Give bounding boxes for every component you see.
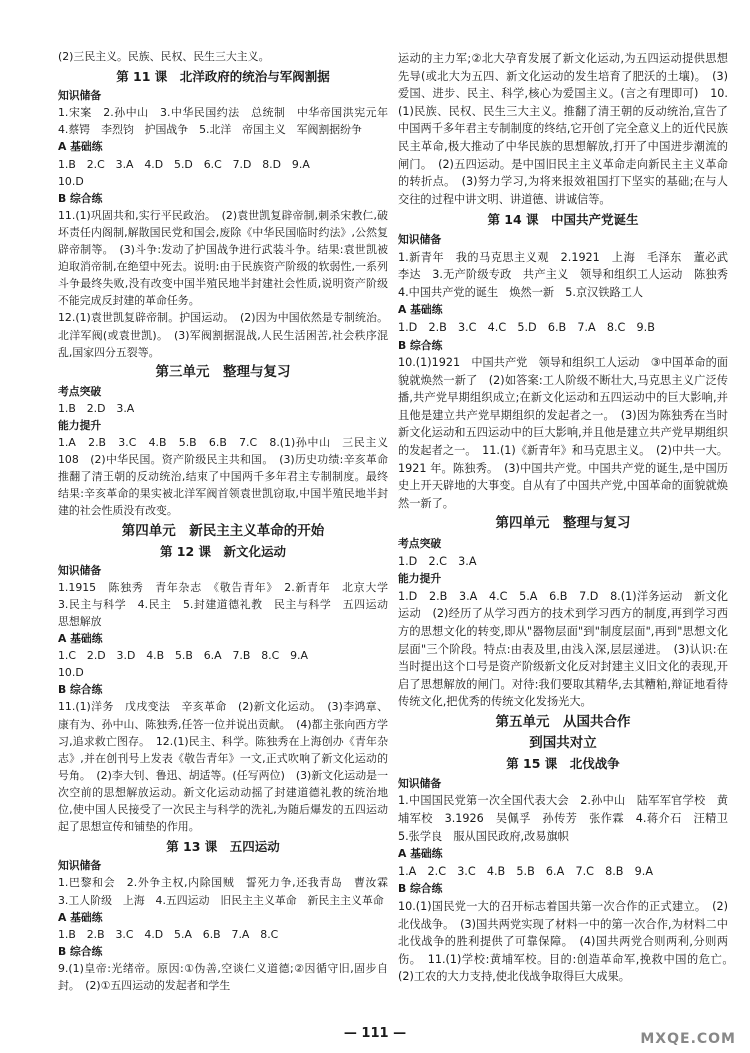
answer-text: 1.B 2.C 3.A 4.D 5.D 6.C 7.D 8.D 9.A: [58, 157, 310, 171]
answer-text: 运动的主力军;②北大孕育发展了新文化运动,为五四运动提供思想先导(或北大为五四、新文化运动的发生培育了肥沃的土壤)。 (3)爱国、进步、民主、科学,核心为爱国主义。(言之有理即可) 10.(1)民族、民权、民生三大主义。推翻了清王朝的反动统治,宣告了中国两千多年君主专制制度的终结,它开创了完全意义上的近代民族民主革命,极大推动了中华民族的思想解放,打开了中国进步潮流的闸门。 (2)五四运动。是中国旧民主主义革命走向新民主主义革命的转折点。 (3)努力学习,为将来报效祖国打下坚实的基础;在与人交往的过程中讲文明、讲道德、讲诚信等。: [398, 52, 728, 206]
answer-text: 12.(1)袁世凯复辟帝制。护国运动。 (2)因为中国依然是专制统治。北洋军阀(或袁世凯)。 (3)军阀割据混战,人民生活困苦,社会秩序混乱,国家四分五裂等。: [58, 311, 388, 359]
lesson-title: 第 13 课 五四运动: [166, 839, 280, 855]
section-label: A 基础练: [58, 140, 103, 154]
answer-text: 10.D: [58, 174, 84, 188]
section-label: 知识储备: [58, 89, 102, 103]
section-label: A 基础练: [58, 910, 103, 924]
section-label: 考点突破: [398, 537, 442, 551]
answer-text: 10.(1)国民党一大的召开标志着国共第一次合作的正式建立。 (2)北伐战争。 (3)国共两党实现了材料一中的第一次合作,为材料二中北伐战争的胜利提供了可靠保障。 (4)国共两党合则两利,分则两伤。 11.(1)学校:黄埔军校。目的:创造革命军,挽救中国的危亡。 (2)工农的大力支持,使北伐战争取得巨大成果。: [398, 899, 740, 984]
section-label: 知识储备: [398, 776, 442, 790]
section-label: 知识储备: [58, 563, 102, 577]
watermark-logo: MXQE.COM: [640, 1031, 736, 1047]
answer-text: 1.巴黎和会 2.外争主权,内除国贼 誓死力争,还我青岛 曹汝霖 3.工人阶级 上海 4.五四运动 旧民主主义革命 新民主主义革命: [58, 876, 399, 907]
answer-text: 1.新青年 我的马克思主义观 2.1921 上海 毛泽东 董必武 李达 3.无产阶级专政 共产主义 领导和组织工人运动 陈独秀 4.中国共产党的诞生 焕然一新 5.京汉铁路工人: [398, 250, 740, 299]
section-label: 考点突破: [58, 384, 102, 398]
answer-text: 1.B 2.D 3.A: [58, 401, 135, 415]
answer-text: 1.D 2.B 3.A 4.C 5.A 6.B 7.D 8.(1)洋务运动 新文化运动 (2)经历了从学习西方的技术到学习西方的制度,再到学习西方的思想文化的转变,即从"器物层面"到"制度层面",再到"思想文化层面"三个阶段。特点:由表及里,由浅入深,层层递进。 (3)认识:在当时提出这个口号是资产阶级新文化反对封建主义旧文化的表现,开启了思想解放的闸门。对待:我们要取其精华,去其糟粕,辩证地看待传统文化,把优秀的传统文化发扬光大。: [398, 589, 728, 709]
answer-text: 11.(1)洋务 戊戌变法 辛亥革命 (2)新文化运动。 (3)李鸿章、康有为、孙中山、陈独秀,任答一位并说出贡献。 (4)都主张向西方学习,追求救亡图存。 12.(1)民主、科学。陈独秀在上海创办《青年杂志》,并在创刊号上发表《敬告青年》一文,正式吹响了新文化运动的号角。 (2)李大钊、鲁迅、胡适等。(任写两位) (3)新文化运动是一次空前的思想解放运动。新文化运动动摇了封建道德礼教的统治地位,使中国人民接受了一次民主与科学的洗礼,为随后爆发的五四运动起了思想宣传和铺垫的作用。: [58, 700, 388, 834]
answer-text: (2)三民主义。民族、民权、民生三大主义。: [58, 50, 270, 63]
unit-title: 到国共对立: [529, 734, 597, 751]
answer-text: 1.中国国民党第一次全国代表大会 2.孙中山 陆军军官学校 黄埔军校 3.1926 吴佩孚 孙传芳 张作霖 4.蒋介石 汪精卫 5.张学良 服从国民政府,改易旗帜: [398, 794, 740, 843]
answer-text: 1.A 2.B 3.C 4.B 5.B 6.B 7.C 8.(1)孙中山 三民主义 108 (2)中华民国。资产阶级民主共和国。 (3)历史功绩:辛亥革命推翻了清王朝的反动统治,结束了中国两千多年君主专制制度。最终结果:辛亥革命的果实被北洋军阀首领袁世凯窃取,中国半殖民地半封建的社会性质没有改变。: [58, 436, 399, 518]
section-label: A 基础练: [58, 632, 103, 646]
answer-text: 11.(1)巩固共和,实行平民政治。 (2)袁世凯复辟帝制,刺杀宋教仁,破坏责任内阁制,解散国民党和国会,废除《中华民国临时约法》,公然复辟帝制等。 (3)斗争:发动了护国战争进行武装斗争。结果:袁世凯被迫取消帝制,在绝望中死去。说明:由于民族资产阶级的软弱性,一系列斗争最终失败,没有改变中国半殖民地半封建社会性质,说明资产阶级不能完成反封建的革命任务。: [58, 208, 388, 308]
answer-text: 1.A 2.C 3.C 4.B 5.B 6.A 7.C 8.B 9.A: [398, 864, 653, 878]
answer-text: 10.(1)1921 中国共产党 领导和组织工人运动 ③中国革命的面貌就焕然一新了 (2)如答案:工人阶级不断壮大,马克思主义广泛传播,共产党早期组织成立;在新文化运动和五四运动中的巨大影响,并且他是建立共产党早期组织的发起者之一。 (3)因为陈独秀在当时新文化运动和五四运动中的巨大影响,并且他是建立共产党早期组织的发起者之一。 11.(1)《新青年》和马克思主义。 (2)中共一大。1921 年。陈独秀。 (3)中国共产党。中国共产党的诞生,是中国历史上开天辟地的大事变。自从有了中国共产党,中国革命的面貌就焕然一新了。: [398, 356, 728, 510]
section-label: B 综合练: [58, 683, 103, 697]
answer-text: 10.D: [58, 666, 84, 680]
section-label: 知识储备: [58, 859, 102, 873]
section-label: B 综合练: [398, 882, 443, 896]
lesson-title: 第 12 课 新文化运动: [159, 543, 287, 559]
answer-text: 9.(1)皇帝:光绪帝。原因:①伪善,空谈仁义道德;②因循守旧,固步自封。 (2)①五四运动的发起者和学生: [58, 961, 388, 992]
section-label: B 综合练: [58, 944, 103, 958]
unit-title: 第五单元 从国共合作: [495, 713, 631, 730]
section-label: 能力提升: [58, 418, 102, 432]
unit-title: 第四单元 整理与复习: [495, 515, 631, 532]
page-number: — 111 —: [343, 1026, 407, 1041]
answer-text: 1.D 2.B 3.C 4.C 5.D 6.B 7.A 8.C 9.B: [398, 320, 655, 334]
section-label: B 综合练: [398, 338, 443, 352]
lesson-title: 第 11 课 北洋政府的统治与军阀割据: [116, 69, 330, 85]
right-column: [398, 50, 740, 986]
answer-text: 1.1915 陈独秀 青年杂志 《敬告青年》 2.新青年 北京大学 3.民主与科学 4.民主 5.封建道德礼教 民主与科学 五四运动 思想解放: [58, 580, 399, 628]
answer-text: 1.B 2.B 3.C 4.D 5.A 6.B 7.A 8.C: [58, 927, 279, 941]
section-label: A 基础练: [398, 303, 443, 317]
section-label: B 综合练: [58, 191, 103, 205]
section-label: 知识储备: [398, 232, 442, 246]
answer-text: 1.C 2.D 3.D 4.B 5.B 6.A 7.B 8.C 9.A: [58, 649, 308, 663]
section-label: A 基础练: [398, 847, 443, 861]
left-column: [58, 48, 399, 994]
lesson-title: 第 15 课 北伐战争: [506, 756, 620, 772]
answer-text: 1.D 2.C 3.A: [398, 554, 477, 568]
lesson-title: 第 14 课 中国共产党诞生: [487, 212, 639, 228]
unit-title: 第四单元 新民主主义革命的开始: [121, 522, 325, 539]
answer-text: 1.宋案 2.孙中山 3.中华民国约法 总统制 中华帝国洪宪元年 4.蔡锷 李烈钧 护国战争 5.北洋 帝国主义 军阀割据纷争: [58, 106, 399, 137]
section-label: 能力提升: [398, 572, 442, 586]
unit-title: 第三单元 整理与复习: [155, 363, 291, 380]
